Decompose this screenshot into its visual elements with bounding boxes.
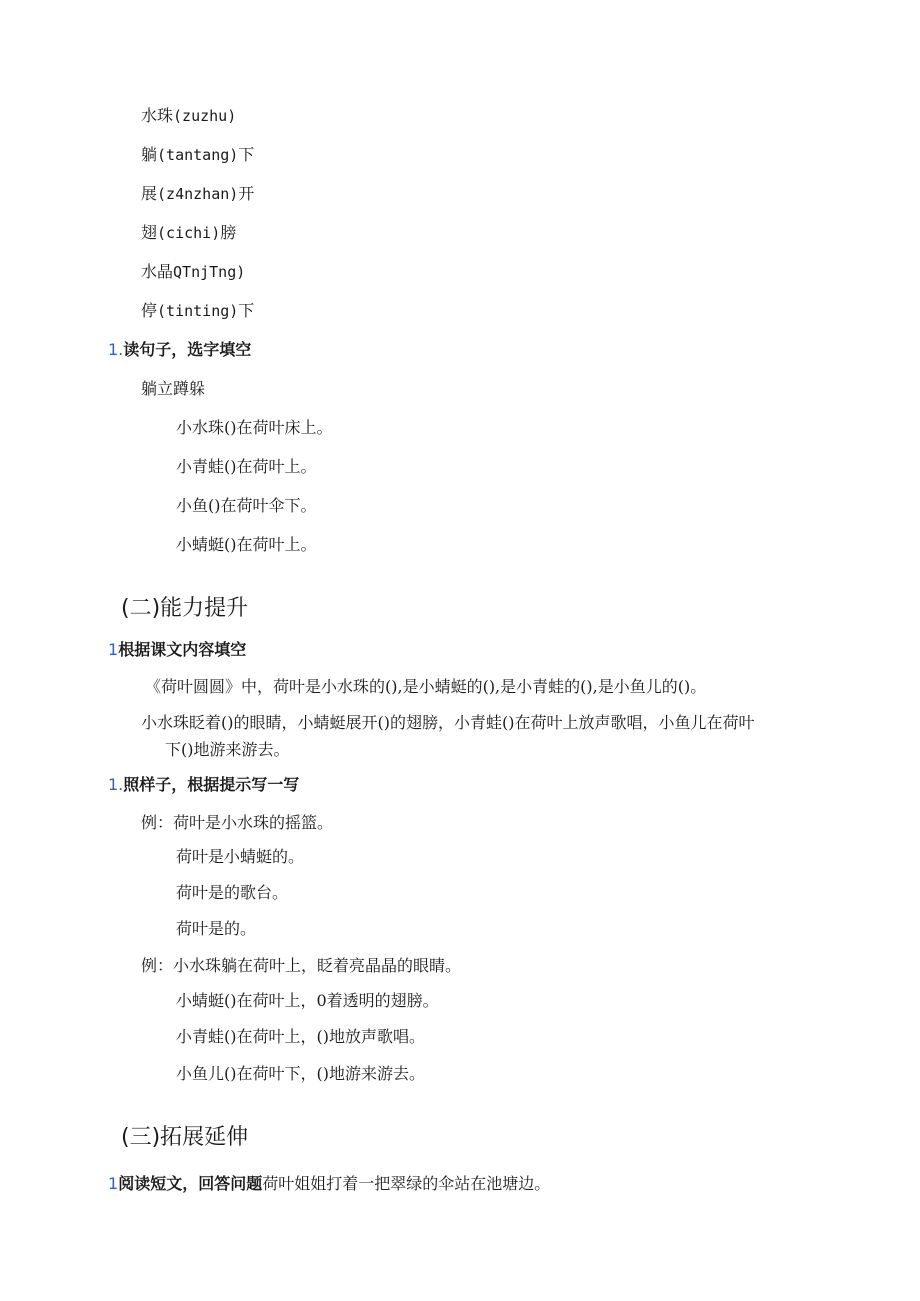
pinyin-item: 展(z4nzhan)开 <box>141 184 255 203</box>
pinyin-item: 停(tinting)下 <box>141 301 255 320</box>
fill-sentence-cont: 下()地游来游去。 <box>165 740 290 759</box>
practice-sentence: 小蜻蜓()在荷叶上，0着透明的翅膀。 <box>176 991 439 1010</box>
practice-sentence: 小青蛙()在荷叶上，()地放声歌唱。 <box>176 1027 425 1046</box>
question-heading: 1根据课文内容填空 <box>108 640 247 659</box>
pinyin-item: 水晶QTnjTng) <box>141 262 246 281</box>
word-choices: 躺立蹲躲 <box>141 379 206 398</box>
pinyin-item: 躺(tantang)下 <box>141 145 255 164</box>
pinyin-item: 水珠(zuzhu) <box>141 106 237 125</box>
example-sentence: 例：荷叶是小水珠的摇篮。 <box>141 813 334 832</box>
question-heading: 1阅读短文，回答问题荷叶姐姐打着一把翠绿的伞站在池塘边。 <box>108 1174 551 1193</box>
fill-sentence: 小鱼()在荷叶伞下。 <box>176 496 317 515</box>
practice-sentence: 荷叶是小蜻蜓的。 <box>176 847 305 866</box>
section-title: (二)能力提升 <box>121 596 249 621</box>
fill-sentence: 小水珠眨着()的眼睛，小蜻蜓展开()的翅膀，小青蛙()在荷叶上放声歌唱，小鱼儿在荷叶 <box>141 713 755 732</box>
fill-sentence: 小水珠()在荷叶床上。 <box>176 418 333 437</box>
practice-sentence: 荷叶是的歌台。 <box>176 883 289 902</box>
fill-sentence: 《荷叶圆圆》中，荷叶是小水珠的(),是小蜻蜓的(),是小青蛙的(),是小鱼儿的()。 <box>145 677 707 696</box>
practice-sentence: 小鱼儿()在荷叶下，()地游来游去。 <box>176 1064 425 1083</box>
section-title: (三)拓展延伸 <box>121 1125 249 1150</box>
question-heading: 1.照样子，根据提示写一写 <box>108 775 300 794</box>
question-heading: 1.读句子，选字填空 <box>108 340 252 359</box>
fill-sentence: 小蜻蜓()在荷叶上。 <box>176 535 317 554</box>
pinyin-item: 翅(cichi)膀 <box>141 223 237 242</box>
practice-sentence: 荷叶是的。 <box>176 919 257 938</box>
example-sentence: 例：小水珠躺在荷叶上，眨着亮晶晶的眼睛。 <box>141 956 462 975</box>
fill-sentence: 小青蛙()在荷叶上。 <box>176 457 317 476</box>
